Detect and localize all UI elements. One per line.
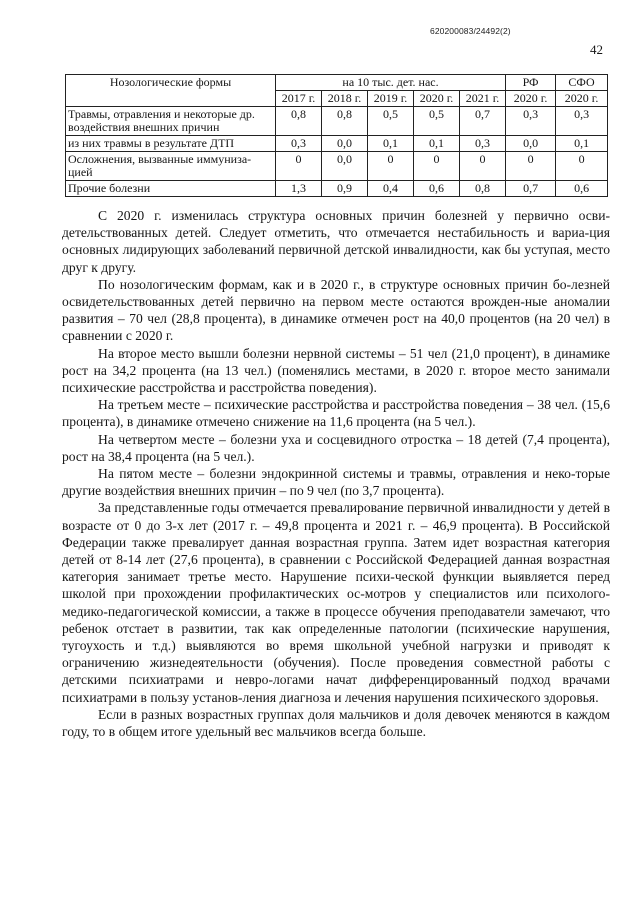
cell-value: 0,8	[276, 107, 322, 136]
paragraph: За представленные годы отмечается превалирование первичной инвалидности у детей в возрасте от 0 до 3-х лет (2017 г. – 49,8 процента и 2021 г. – 46,9 процента). В Российской Федерации также превалирует данная возрастная группа. Затем идет возрастная категория детей от 8-14 лет (27,6 процента), в сравнении с Российской Федерацией данная возрастная категория занимает третье место. Нарушение психи-ческой функции выявляется перед школой при прохождении профилактических ос-мотров у специалистов или психолого-медико-педагогической комиссии, а также в процессе обучения преподаватели замечают, что ребенок отстает в развитии, так как определенные патологии (психические нарушения, тугоухость и т.д.) выявляются во время школьной учебной нагрузки и приводят к ограничению жизнедеятельности (обучения). После проведения совместной работы с детскими психиатрами и невро-логами начат дифференцированный подход врачами психиатрами в пользу установ-ления диагноза и лечения нарушения психического здоровья.	[62, 500, 610, 705]
cell-value: 0,4	[368, 181, 414, 197]
table-row	[66, 152, 608, 181]
cell-value: 0,1	[556, 136, 608, 152]
document-id: 620200083/24492(2)	[430, 26, 511, 36]
header-year: 2021 г.	[460, 91, 506, 107]
cell-value: 0,3	[460, 136, 506, 152]
cell-value: 0	[276, 152, 322, 181]
cell-value: 0,0	[322, 136, 368, 152]
cell-value: 0,9	[322, 181, 368, 197]
header-rf-year: 2020 г.	[506, 91, 556, 107]
cell-value: 0,5	[414, 107, 460, 136]
table-row	[66, 181, 608, 197]
cell-value: 0,7	[506, 181, 556, 197]
cell-value: 0	[460, 152, 506, 181]
cell-value: 0,1	[414, 136, 460, 152]
row-name: Травмы, отравления и некоторые др. воздействия внешних причин	[66, 107, 276, 136]
paragraph: На третьем месте – психические расстройства и расстройства поведения – 38 чел. (15,6 процента), в динамике отмечено снижение на 11,6 процента (на 5 чел.).	[62, 397, 610, 430]
cell-value: 0,5	[368, 107, 414, 136]
paragraph: На второе место вышли болезни нервной системы – 51 чел (21,0 процент), в динамике рост на 34,2 процента (на 13 чел.) (поменялись местами, в 2020 г. второе место занимали психические расстройства и расстройства поведения).	[62, 345, 610, 396]
page-number: 42	[590, 42, 603, 57]
header-children-rate: на 10 тыс. дет. нас.	[276, 75, 506, 91]
header-sfo-year: 2020 г.	[556, 91, 608, 107]
header-year: 2018 г.	[322, 91, 368, 107]
disability-causes-table	[65, 74, 608, 197]
paragraph: Если в разных возрастных группах доля мальчиков и доля девочек меняются в каждом году, то в общем итоге удельный вес мальчиков всегда больше.	[62, 706, 610, 740]
header-nosology: Нозологические формы	[66, 75, 276, 107]
row-name: Осложнения, вызванные иммуниза-цией	[66, 152, 276, 181]
cell-value: 0,0	[322, 152, 368, 181]
row-name: из них травмы в результате ДТП	[66, 136, 276, 152]
paragraph: На четвертом месте – болезни уха и сосцевидного отростка – 18 детей (7,4 процента), рост на 38,4 процента (на 5 чел.).	[62, 431, 610, 464]
cell-value: 0	[506, 152, 556, 181]
header-year: 2017 г.	[276, 91, 322, 107]
cell-value: 0	[556, 152, 608, 181]
cell-value: 0,3	[506, 107, 556, 136]
cell-value: 1,3	[276, 181, 322, 197]
table-row	[66, 107, 608, 136]
table-row	[66, 136, 608, 152]
cell-value: 0,7	[460, 107, 506, 136]
cell-value: 0,0	[506, 136, 556, 152]
cell-value: 0,6	[414, 181, 460, 197]
cell-value: 0	[414, 152, 460, 181]
cell-value: 0,3	[276, 136, 322, 152]
cell-value: 0,8	[322, 107, 368, 136]
cell-value: 0,3	[556, 107, 608, 136]
cell-value: 0,8	[460, 181, 506, 197]
cell-value: 0	[368, 152, 414, 181]
header-year: 2020 г.	[414, 91, 460, 107]
paragraph: На пятом месте – болезни эндокринной системы и травмы, отравления и неко-торые другие воздействия внешних причин – по 9 чел (по 3,7 процента).	[62, 466, 610, 499]
paragraph: С 2020 г. изменилась структура основных причин болезней у первично осви-детельствованных детей. Следует отметить, что отмечается нестабильность и вариа-ция основных лидирующих заболеваний первичной детской инвалидности, как бы уступая, место друг к другу.	[62, 208, 610, 275]
paragraph: По нозологическим формам, как и в 2020 г., в структуре основных причин бо-лезней освидетельствованных детей первично на первом месте остаются врожден-ные аномалии развития – 70 чел (28,8 процента), в динамике отмечен рост на 40,0 процентов (на 20 чел) в сравнении с 2020 г.	[62, 276, 610, 344]
cell-value: 0,1	[368, 136, 414, 152]
row-name: Прочие болезни	[66, 181, 276, 197]
cell-value: 0,6	[556, 181, 608, 197]
header-sfo: СФО	[556, 75, 608, 91]
header-year: 2019 г.	[368, 91, 414, 107]
table-header-row	[66, 75, 608, 91]
header-rf: РФ	[506, 75, 556, 91]
body-text	[62, 207, 610, 740]
